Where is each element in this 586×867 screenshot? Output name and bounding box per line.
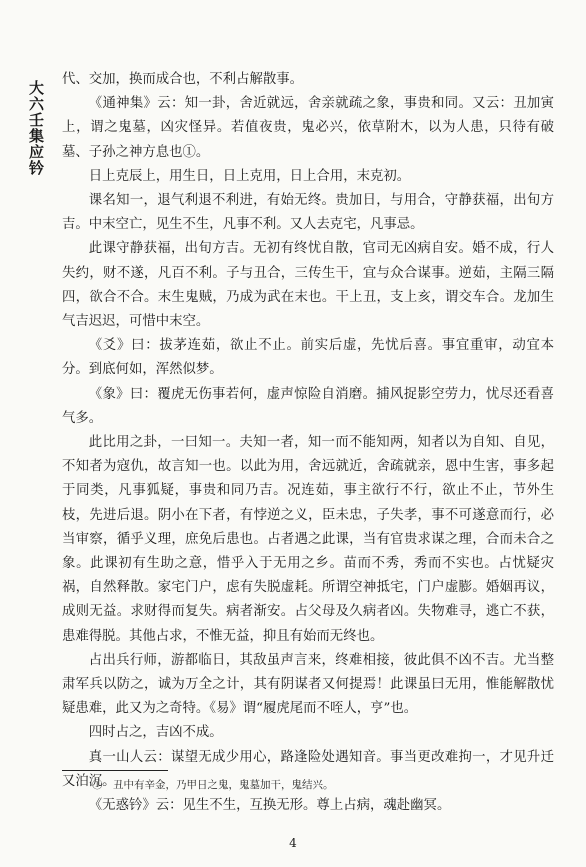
paragraph: 课名知一，退气利退不利进，有始无终。贵加日，与用合，守静获福，出旬方吉。中末空亡，见生不生，凡事不利。又人去克宅，凡事忌。 bbox=[62, 193, 554, 233]
paragraph: 《通神集》云：知一卦，舍近就远，舍亲就疏之象，事贵和同。又云：丑加寅上，谓之鬼墓，凶灾怪异。若值夜贵，鬼必兴，依草附木，以为人患，只待有破墓、子孙之神方息也①。 bbox=[62, 96, 554, 160]
footnote-divider bbox=[62, 770, 168, 771]
paragraph: 《象》曰：覆虎无伤事若何，虚声惊险自消磨。捕风捉影空劳力，忧尽还看喜气多。 bbox=[62, 386, 554, 426]
running-title: 大六壬集应钤 bbox=[27, 80, 45, 176]
paragraph: 真一山人云：谋望无成少用心，路逢险处遇知音。事当更改难拘一，才见升迁又泊沉。 bbox=[62, 749, 554, 789]
paragraph: 日上克辰上，用生日，日上克用，日上合用，末克初。 bbox=[88, 168, 411, 184]
paragraph: 《无惑钤》云：见生不生，互换无形。尊上占病，魂赴幽冥。 bbox=[88, 798, 451, 814]
paragraph: 代、交加，换而成合也，不利占解散事。 bbox=[62, 72, 304, 87]
paragraph: 此课守静获福，出旬方吉。无初有终忧自散，官司无凶病自安。婚不成，行人失约，财不遂，凡百不利。子与丑合，三传生干，宜与众合谋事。逆茹，主隔三隔四，欲合不合。末生鬼贼，乃成为武在末也。干上丑，支上亥，谓交车合。龙加生气吉迟迟，可惜中末空。 bbox=[62, 241, 554, 330]
paragraph: 《爻》曰：拔茅连茹，欲止不止。前实后虚，先忧后喜。事宜重审，动宜本分。到底何如，浑然似梦。 bbox=[62, 338, 554, 378]
page-number: 4 bbox=[289, 836, 297, 850]
paragraph: 占出兵行师，游都临日，其敌虽声言来，终难相接，彼此俱不凶不吉。尤当整肃军兵以防之，诚为万全之计，其有阴谋者又何提焉！此课虽曰无用，惟能解散忧疑患难，此又为之奇特。《易》谓“履虎尾而不咥人，亨”也。 bbox=[62, 652, 554, 717]
paragraph: 四时占之，吉凶不成。 bbox=[88, 725, 223, 741]
main-text bbox=[62, 68, 554, 818]
footnote: ① 丑中有辛金，乃甲日之鬼，鬼墓加干，鬼结兴。 bbox=[92, 779, 334, 791]
paragraph: 此比用之卦，一曰知一。夫知一者，知一而不能知两，知者以为自知、自见，不知者为寇仇，故言知一也。以此为用，舍远就近，舍疏就亲，恩中生害，事多起于同类，凡事狐疑，事贵和同乃吉。况连茹，事主欲行不行，欲止不止，节外生枝，先进后退。阴小在下者，有悖逆之义，臣未忠，子失孝，事不可遂意而行，必当审察，循乎义理，庶免后患也。占者遇之此课，当有官贵求谋之理，合而未合之象。此课初有生助之意，惜乎入于无用之乡。苗而不秀，秀而不实也。占忧疑灾祸，自然释散。家宅门户，虑有失脱虚耗。所谓空神抵宅，门户虚膨。婚姻再议，成则无益。求财得而复失。病者渐安。占父母及久病者凶。失物难寻，逃亡不获，患难得脱。其他占求，不惟无益，抑且有始而无终也。 bbox=[62, 435, 554, 644]
